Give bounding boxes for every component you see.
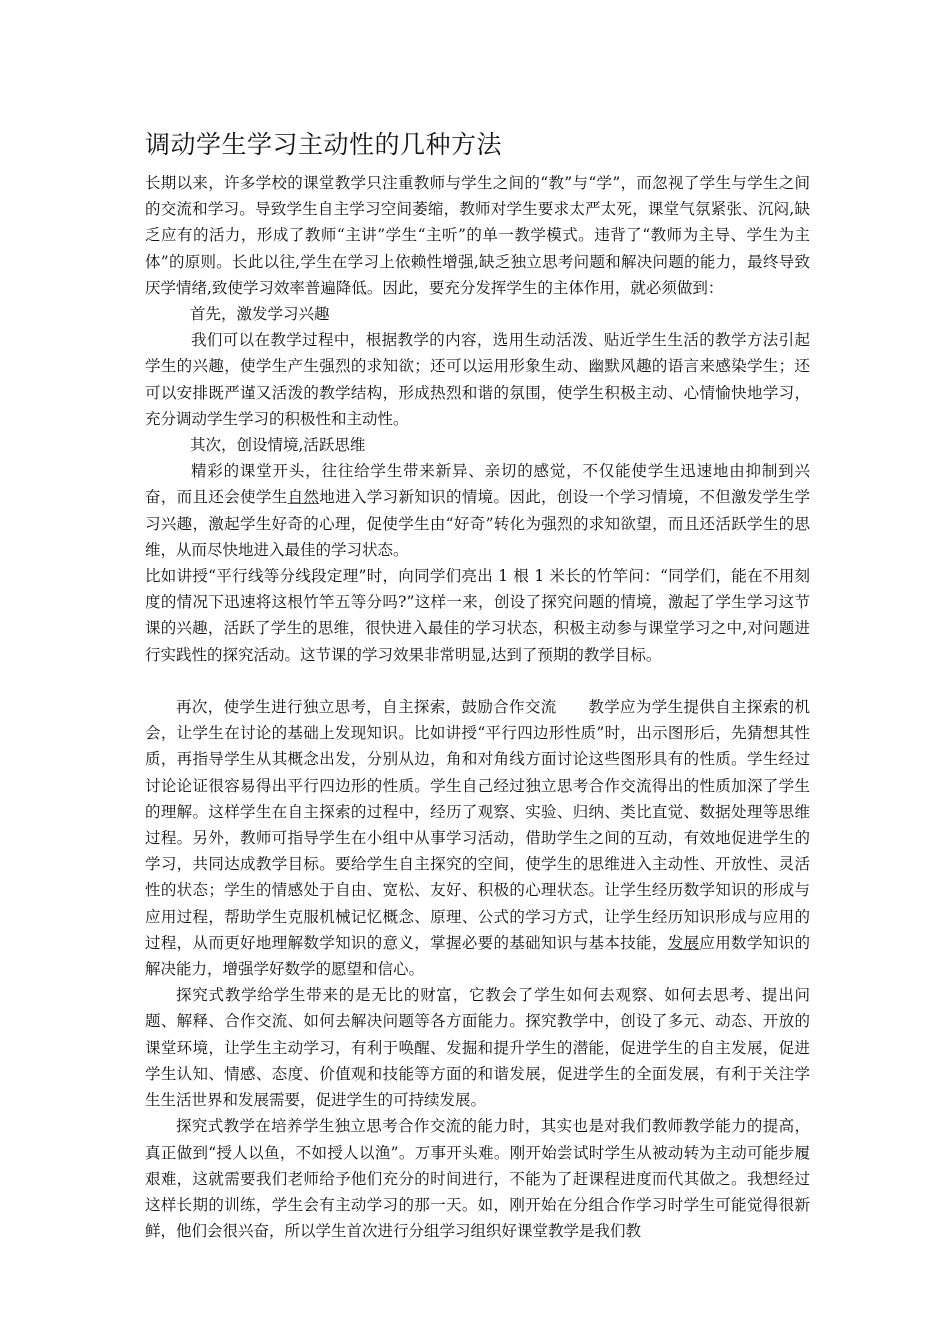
paragraph-situation-part2: 地进入学习新知识的情境。因此，创设一个学习情境，不但激发学生学习兴趣，激起学生好奇的心理，促使学生由“好奇”转化为强烈的求知欲望，而且还活跃学生的思维，从而尽快地进入最佳的学习状态。 xyxy=(145,488,810,559)
blank-line xyxy=(145,668,810,694)
paragraph-independent-thinking xyxy=(145,694,810,982)
paragraph-independent-part1: 再次，使学生进行独立思考，自主探索，鼓励合作交流 教学应为学生提供自主探索的机会，让学生在讨论的基础上发现知识。比如讲授“平行四边形性质”时，出示图形后，先猜想其性质，再指导学生从其概念出发，分别从边，角和对角线方面讨论这些图形具有的性质。学生经过讨论论证很容易得出平行四边形的性质。学生自己经过独立思考合作交流得出的性质加深了学生的理解。这样学生在自主探索的过程中，经历了观察、实验、归纳、类比直觉、数据处理等思维过程。另外，教师可指导学生在小组中从事学习活动，借助学生之间的互动，有效地促进学生的学习，共同达成教学目标。要给学生自主探究的空间，使学生的思维进入主动性、开放性、灵活性的状态；学生的情感处于自由、宽松、友好、积极的心理状态。让学生经历数学知识的形成与应用过程，帮助学生克服机械记忆概念、原理、公式的学习方式，让学生经历知识形成与应用的过程，从而更好地理解数学知识的意义，掌握必要的基础知识与基本技能， xyxy=(145,698,810,952)
paragraph-inquiry-benefits: 探究式教学给学生带来的是无比的财富，它教会了学生如何去观察、如何去思考、提出问题、解释、合作交流、如何去解决问题等各方面能力。探究教学中，创设了多元、动态、开放的课堂环境，让学生主动学习，有利于唤醒、发掘和提升学生的潜能，促进学生的自主发展，促进学生认知、情感、态度、价值观和技能等方面的和谐发展，促进学生的全面发展，有利于关注学生生活世界和发展需要，促进学生的可持续发展。 xyxy=(145,986,810,1110)
paragraph-intro: 长期以来，许多学校的课堂教学只注重教师与学生之间的“教”与“学”，而忽视了学生与学生之间的交流和学习。导致学生自主学习空间萎缩，教师对学生要求太严太死，课堂气氛紧张、沉闷,缺乏应有的活力，形成了教师“主讲”学生“主听”的单一教学模式。违背了“教师为主导、学生为主体”的原则。长此以往,学生在学习上依赖性增强,缺乏独立思考问题和解决问题的能力，最终导致厌学情绪,致使学习效率普遍降低。因此，要充分发挥学生的主体作用，就必须做到： xyxy=(145,174,810,297)
underlined-word-ziran: 自然 xyxy=(287,488,320,507)
paragraph-situation-part1: 精彩的课堂开头，往往给学生带来新异、亲切的感觉，不仅能使学生迅速地由抑制到兴奋，而且还会使学生 xyxy=(145,462,810,507)
document-title: 调动学生学习主动性的几种方法 xyxy=(145,130,503,159)
section-heading-first: 首先，激发学习兴趣 xyxy=(190,305,330,324)
section-heading-second: 其次，创设情境,活跃思维 xyxy=(190,436,366,455)
paragraph-example: 比如讲授“平行线等分线段定理”时，向同学们亮出 1 根 1 米长的竹竿问：“同学们，能在不用刻度的情况下迅速将这根竹竿五等分吗?”这样一来，创设了探究问题的情境，激起了学生学习这节课的兴趣，活跃了学生的思维，很快进入最佳的学习状态，积极主动参与课堂学习之中,对问题进行实践性的探究活动。这节课的学习效果非常明显,达到了预期的教学目标。 xyxy=(145,567,810,664)
paragraph-teacher-ability: 探究式教学在培养学生独立思考合作交流的能力时，其实也是对我们教师教学能力的提高，真正做到“授人以鱼，不如授人以渔”。万事开头难。刚开始尝试时学生从被动转为主动可能步履艰难，这就需要我们老师给予他们充分的时间进行，不能为了赶课程进度而代其做之。我想经过这样长期的训练，学生会有主动学习的那一天。如，刚开始在分组合作学习时学生可能觉得很新鲜，他们会很兴奋，所以学生首次进行分组学习组织好课堂教学是我们教 xyxy=(145,1117,810,1241)
paragraph-independent-part2: 应用数学知识的解决能力，增强学好数学的愿望和信心。 xyxy=(145,933,810,979)
paragraph-interest: 我们可以在教学过程中，根据教学的内容，选用生动活泼、贴近学生生活的教学方法引起学生的兴趣，使学生产生强烈的求知欲；还可以运用形象生动、幽默风趣的语言来感染学生；还可以安排既严谨又活泼的教学结构，形成热烈和谐的氛围，使学生积极主动、心情愉快地学习，充分调动学生学习的积极性和主动性。 xyxy=(145,331,810,428)
document-page xyxy=(145,128,810,1244)
paragraph-situation xyxy=(145,458,810,563)
underlined-word-fazhan: 发展 xyxy=(667,933,700,952)
